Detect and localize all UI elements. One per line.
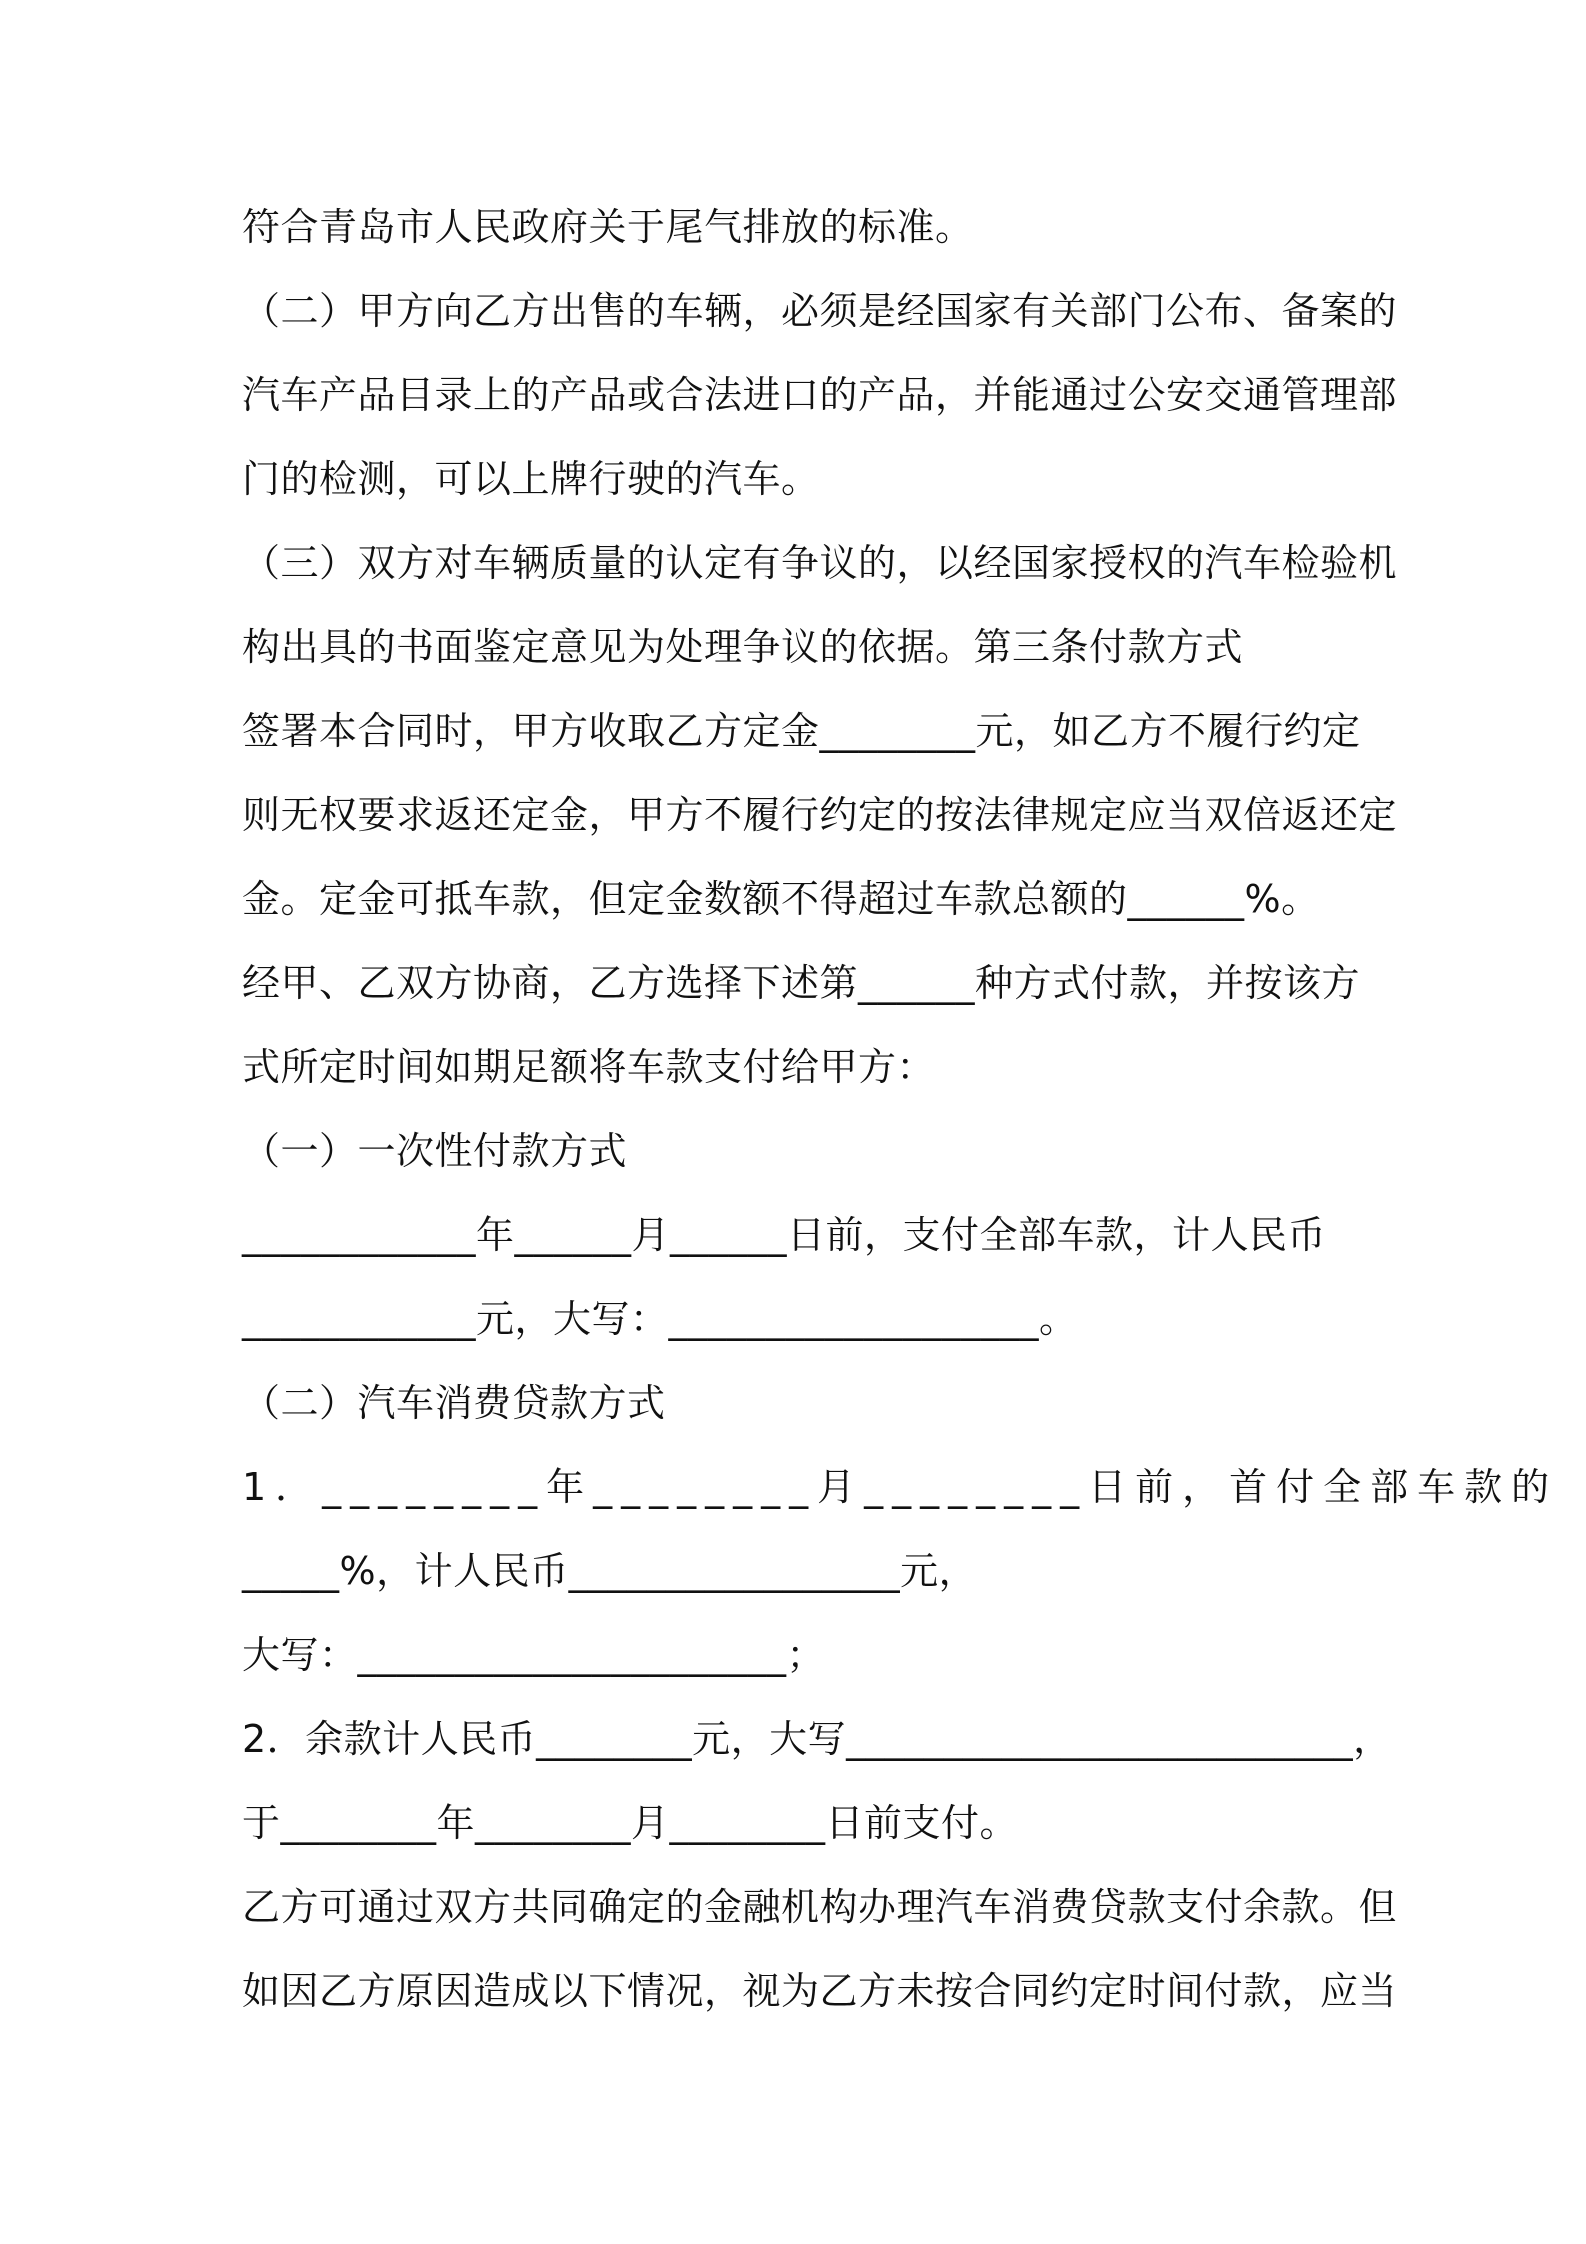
text-line: 1．________年________月________日前，首付全部车款的 (242, 1465, 1559, 1509)
text-line: 门的检测，可以上牌行驶的汽车。 (242, 457, 820, 501)
text-line: （二）甲方向乙方出售的车辆，必须是经国家有关部门公布、备案的 (242, 289, 1398, 333)
text-line: 金。定金可抵车款，但定金数额不得超过车款总额的______%。 (242, 877, 1320, 921)
text-line: （一）一次性付款方式 (242, 1129, 628, 1173)
text-line: 经甲、乙双方协商，乙方选择下述第______种方式付款，并按该方 (242, 961, 1361, 1005)
text-line: 构出具的书面鉴定意见为处理争议的依据。第三条付款方式 (242, 625, 1244, 669)
text-line: 式所定时间如期足额将车款支付给甲方： (242, 1045, 936, 1089)
text-line: 于________年________月________日前支付。 (242, 1801, 1019, 1845)
text-line: 汽车产品目录上的产品或合法进口的产品，并能通过公安交通管理部 (242, 373, 1398, 417)
text-line: 符合青岛市人民政府关于尾气排放的标准。 (242, 205, 974, 249)
text-line: （二）汽车消费贷款方式 (242, 1381, 666, 1425)
text-line: 则无权要求返还定金，甲方不履行约定的按法律规定应当双倍返还定 (242, 793, 1398, 837)
text-line: ____________年______月______日前，支付全部车款，计人民币 (242, 1213, 1327, 1257)
text-line: _____%，计人民币_________________元， (242, 1549, 978, 1593)
text-line: （三）双方对车辆质量的认定有争议的，以经国家授权的汽车检验机 (242, 541, 1398, 585)
text-line: 2．余款计人民币________元，大写__________________________， (242, 1717, 1392, 1761)
text-line: 如因乙方原因造成以下情况，视为乙方未按合同约定时间付款，应当 (242, 1969, 1398, 2013)
text-line: ____________元，大写：___________________。 (242, 1297, 1078, 1341)
text-line: 签署本合同时，甲方收取乙方定金________元，如乙方不履行约定 (242, 709, 1361, 753)
text-line: 乙方可通过双方共同确定的金融机构办理汽车消费贷款支付余款。但 (242, 1885, 1398, 1929)
text-line: 大写：______________________； (242, 1633, 826, 1677)
